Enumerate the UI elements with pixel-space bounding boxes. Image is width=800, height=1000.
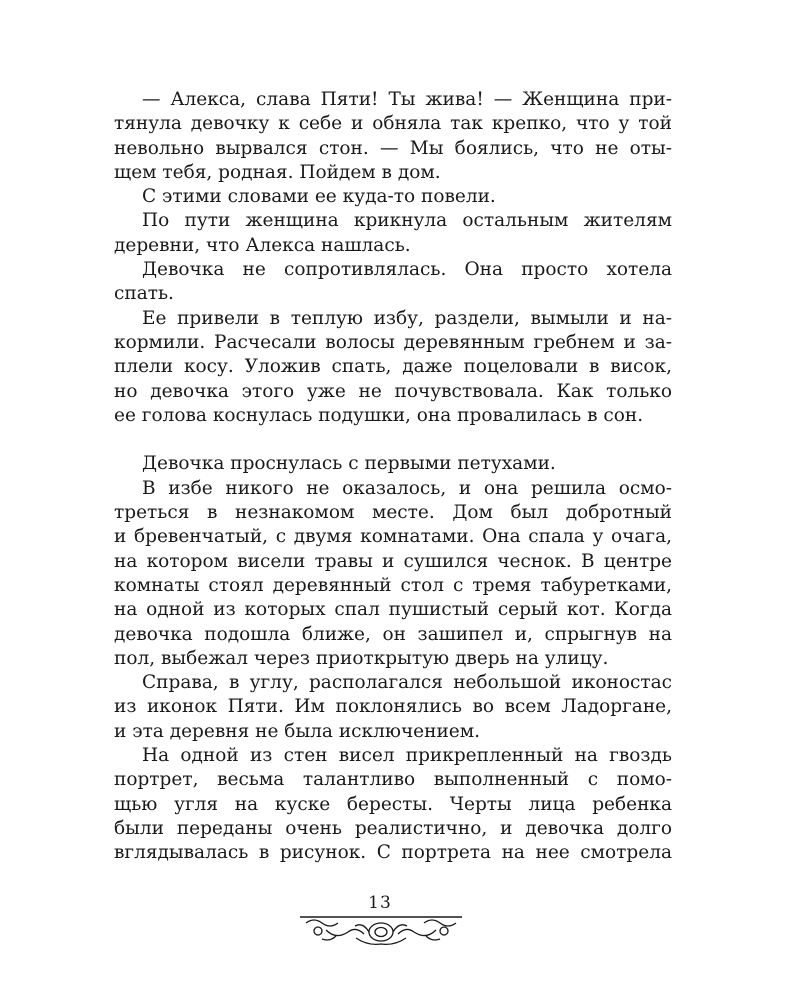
text-line: кормили. Расчесали волосы деревянным гребнем и за- — [114, 331, 672, 353]
text-line: На одной из стен висел прикрепленный на гвоздь — [142, 745, 672, 767]
paragraph — [114, 477, 672, 671]
text-line: невольно вырвался стон. — Мы боялись, что не оты- — [114, 137, 672, 159]
text-line: ее голова коснулась подушки, она провалилась в сон. — [114, 404, 644, 426]
floral-divider-icon — [296, 912, 466, 948]
text-line: и бревенчатый, с двумя комнатами. Она спала у очага, — [114, 526, 672, 548]
text-line: пол, выбежал через приоткрытую дверь на улицу. — [114, 647, 609, 669]
text-line: плели косу. Уложив спать, даже поцеловали в висок, — [114, 356, 672, 378]
paragraph — [114, 258, 672, 307]
paragraph — [114, 744, 672, 865]
text-line: из иконок Пяти. Им поклонялись во всем Ладоргане, — [114, 696, 672, 718]
text-line: вглядывалась в рисунок. С портрета на нее смотрела — [114, 842, 672, 864]
page-number: 13 — [368, 893, 392, 913]
text-line: и эта деревня не была исключением. — [114, 720, 480, 742]
text-line: По пути женщина крикнула остальным жителям — [142, 210, 672, 232]
text-line: — Алекса, слава Пяти! Ты жива! — Женщина при- — [142, 89, 672, 110]
text-line: на одной из которых спал пушистый серый кот. Когда — [114, 599, 672, 621]
text-line: портрет, весьма талантливо выполненный с помо- — [114, 769, 672, 791]
body-text — [114, 88, 672, 866]
text-line: щью угля на куске бересты. Черты лица ребенка — [114, 793, 672, 815]
text-line: были переданы очень реалистично, и девочка долго — [114, 817, 672, 839]
text-line: Девочка не сопротивлялась. Она просто хотела — [142, 259, 672, 281]
paragraph-gap — [114, 428, 672, 452]
text-line: В избе никого не оказалось, и она решила осмо- — [142, 477, 672, 499]
text-line: спать. — [114, 283, 174, 305]
paragraph — [114, 452, 672, 476]
text-line: тянула девочку к себе и обняла так крепко, что у той — [114, 113, 672, 135]
text-line: Справа, в углу, располагался небольшой иконостас — [142, 672, 672, 694]
paragraph — [114, 307, 672, 428]
paragraph — [114, 88, 672, 185]
paragraph — [114, 671, 672, 744]
text-line: на котором висели травы и сушился чеснок. В центре — [114, 550, 672, 572]
text-line: треться в незнакомом месте. Дом был добротный — [114, 502, 672, 524]
text-line: щем тебя, родная. Пойдем в дом. — [114, 161, 441, 183]
text-line: С этими словами ее куда-то повели. — [142, 186, 496, 208]
text-line: Девочка проснулась с первыми петухами. — [142, 453, 556, 475]
text-line: Ее привели в теплую избу, раздели, вымыли и на- — [142, 307, 672, 329]
paragraph — [114, 185, 672, 209]
text-line: деревни, что Алекса нашлась. — [114, 234, 411, 256]
text-line: девочка подошла ближе, он зашипел и, спрыгнув на — [114, 623, 672, 645]
paragraph — [114, 209, 672, 258]
text-line: но девочка этого уже не почувствовала. Как только — [114, 380, 672, 402]
text-line: комнаты стоял деревянный стол с тремя табуретками, — [114, 574, 672, 596]
